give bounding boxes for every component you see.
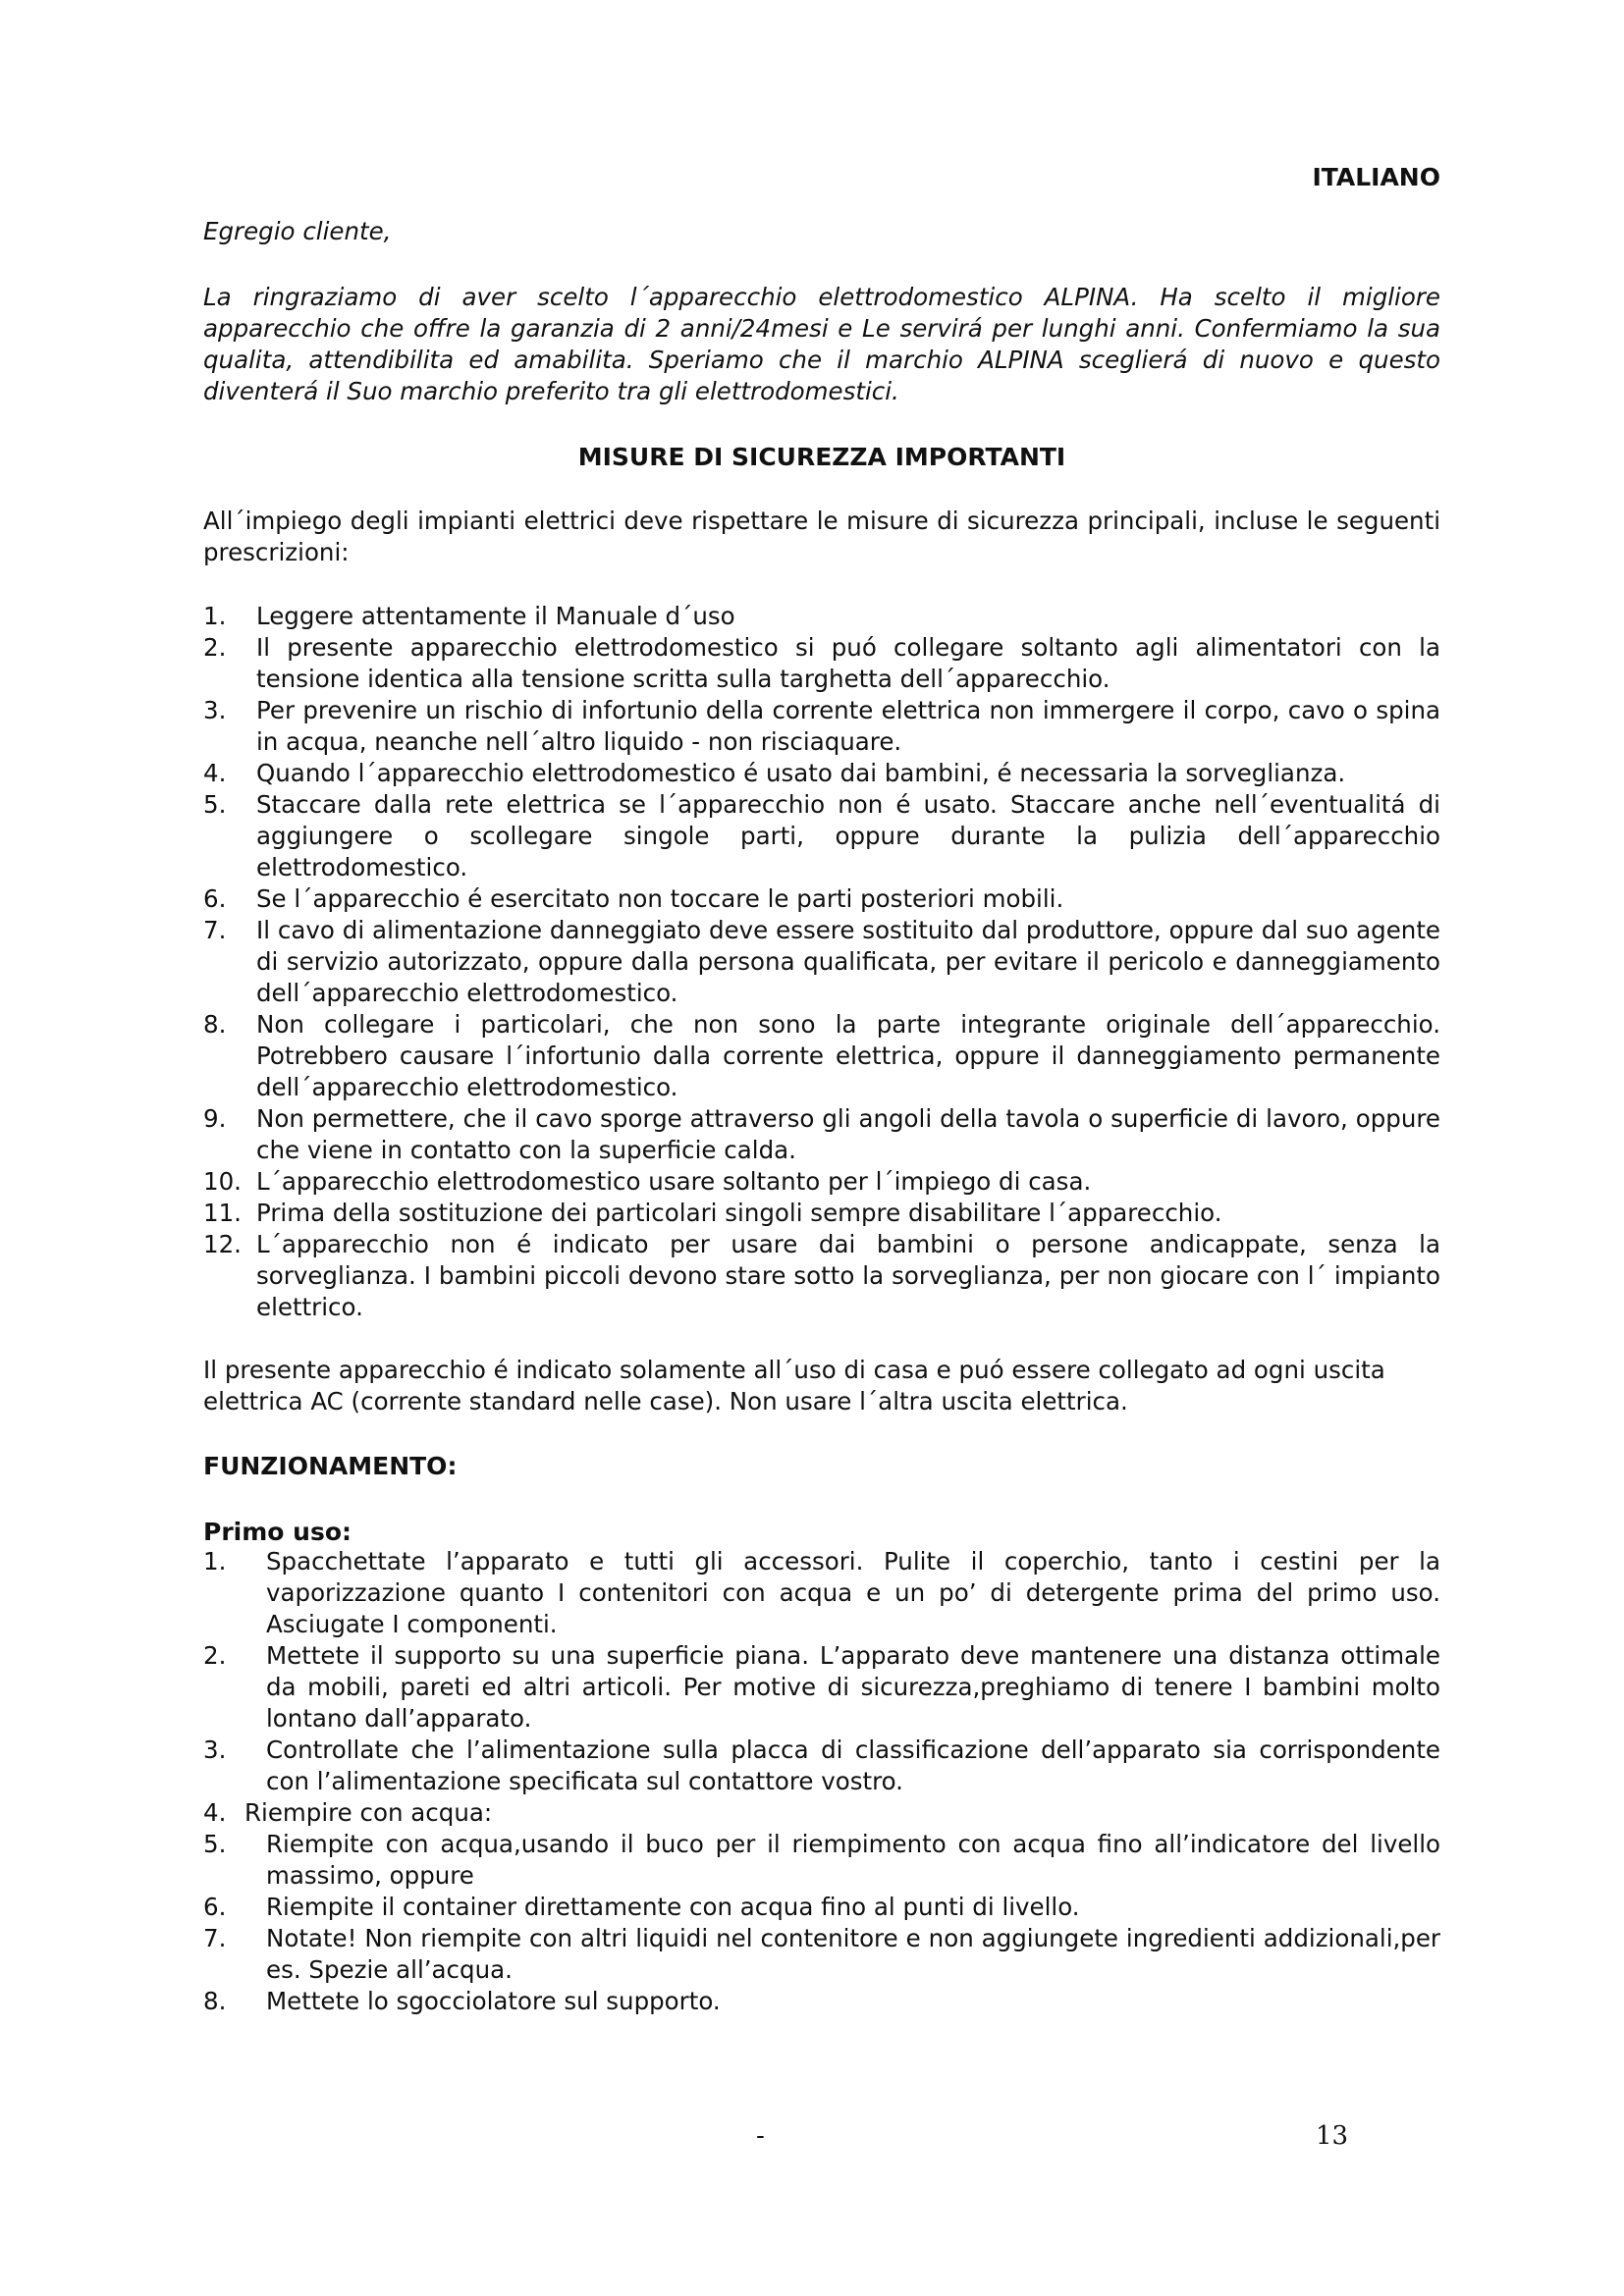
item-text: Non collegare i particolari, che non sono la parte integrante originale dell´apparecchio. Potrebbero causare l´infortunio dalla corrente elettrica, oppure il danneggiamento permanente dell´apparecchio elettrodomestico. [256, 1010, 1440, 1101]
language-heading: ITALIANO [1312, 163, 1440, 191]
item-number: 4. [203, 759, 227, 787]
item-number: 7. [203, 1924, 227, 1952]
list-item [203, 1103, 1440, 1166]
item-text: Non permettere, che il cavo sporge attraverso gli angoli della tavola o superficie di lavoro, oppure che viene in contatto con la superficie calda. [256, 1104, 1440, 1164]
item-text: L´apparecchio elettrodomestico usare soltanto per l´impiego di casa. [256, 1167, 1092, 1196]
footer-dash: - [756, 2121, 765, 2150]
item-number: 1. [203, 602, 227, 630]
list-item [203, 1829, 1440, 1892]
manual-page [203, 0, 1440, 2296]
list-item [203, 1797, 1440, 1829]
item-number: 6. [203, 884, 227, 913]
first-use-title: Primo uso: [203, 1518, 352, 1546]
item-text: Staccare dalla rete elettrica se l´apparecchio non é usato. Staccare anche nell´eventualitá di aggiungere o scollegare singole parti, oppure durante la pulizia dell´apparecchio elettrodomestico. [256, 790, 1440, 881]
item-number: 4. [203, 1798, 227, 1827]
item-text: Il cavo di alimentazione danneggiato deve essere sostituito dal produttore, oppure dal suo agente di servizio autorizzato, oppure dalla persona qualificata, per evitare il pericolo e danneggiamento dell´apparecchio elettrodomestico. [256, 916, 1440, 1007]
first-use-list [203, 1546, 1440, 2017]
item-number: 6. [203, 1893, 227, 1921]
list-item [203, 1229, 1440, 1323]
greeting: Egregio cliente, [203, 217, 392, 245]
item-number: 1. [203, 1547, 227, 1575]
item-number: 11. [203, 1199, 242, 1227]
item-text: Mettete lo sgocciolatore sul supporto. [266, 1987, 721, 2015]
intro-paragraph: La ringraziamo di aver scelto l´apparecchio elettrodomestico ALPINA. Ha scelto il migliore apparecchio che offre la garanzia di 2 anni/24mesi e Le servirá per lunghi anni. Confermiamo la sua qualita, attendibilita ed amabilita. Speriamo che il marchio ALPINA sceglierá di nuovo e questo diventerá il Suo marchio preferito tra gli elettrodomestici. [203, 283, 1440, 405]
item-text: Riempire con acqua: [244, 1798, 493, 1827]
list-item [203, 1923, 1440, 1986]
page-number: 13 [1316, 2121, 1349, 2151]
list-item [203, 1009, 1440, 1103]
item-number: 2. [203, 633, 227, 662]
list-item [203, 1986, 1440, 2017]
list-item [203, 695, 1440, 758]
safety-lead: All´impiego degli impianti elettrici deve rispettare le misure di sicurezza principali, incluse le seguenti prescrizioni: [203, 507, 1440, 566]
operation-title: FUNZIONAMENTO: [203, 1452, 458, 1480]
item-text: Riempite con acqua,usando il buco per il riempimento con acqua fino all’indicatore del livello massimo, oppure [266, 1830, 1440, 1890]
list-item [203, 1735, 1440, 1797]
item-number: 12. [203, 1230, 242, 1258]
item-text: Notate! Non riempite con altri liquidi nel contenitore e non aggiungete ingredienti addizionali,per es. Spezie all’acqua. [266, 1924, 1440, 1984]
list-item [203, 1166, 1440, 1198]
usage-note: Il presente apparecchio é indicato solamente all´uso di casa e puó essere collegato ad ogni uscita elettrica AC (corrente standard nelle case). Non usare l´altra uscita elettrica. [203, 1356, 1385, 1415]
list-item [203, 1640, 1440, 1735]
item-number: 10. [203, 1167, 242, 1196]
list-item [203, 632, 1440, 695]
safety-title: MISURE DI SICUREZZA IMPORTANTI [577, 443, 1066, 471]
item-text: Spacchettate l’apparato e tutti gli accessori. Pulite il coperchio, tanto i cestini per la vaporizzazione quanto I contenitori con acqua e un po’ di detergente prima del primo uso. Asciugate I componenti. [266, 1547, 1440, 1638]
list-item [203, 601, 1440, 632]
list-item [203, 758, 1440, 789]
item-number: 7. [203, 916, 227, 944]
list-item [203, 883, 1440, 915]
item-number: 5. [203, 1830, 227, 1858]
item-text: Per prevenire un rischio di infortunio della corrente elettrica non immergere il corpo, cavo o spina in acqua, neanche nell´altro liquido - non risciaquare. [256, 696, 1440, 756]
list-item [203, 789, 1440, 883]
item-number: 3. [203, 1735, 227, 1764]
item-text: Se l´apparecchio é esercitato non toccare le parti posteriori mobili. [256, 884, 1064, 913]
item-number: 8. [203, 1987, 227, 2015]
item-text: Prima della sostituzione dei particolari singoli sempre disabilitare l´apparecchio. [256, 1199, 1222, 1227]
item-text: Mettete il supporto su una superficie piana. L’apparato deve mantenere una distanza ottimale da mobili, pareti ed altri articoli. Per motive di sicurezza,preghiamo di tenere I bambini molto lontano dall’apparato. [266, 1641, 1440, 1733]
item-number: 5. [203, 790, 227, 819]
list-item [203, 1546, 1440, 1640]
item-number: 9. [203, 1104, 227, 1133]
item-text: Controllate che l’alimentazione sulla placca di classificazione dell’apparato sia corrispondente con l’alimentazione specificata sul contattore vostro. [266, 1735, 1440, 1795]
list-item [203, 1198, 1440, 1229]
item-number: 8. [203, 1010, 227, 1039]
item-number: 3. [203, 696, 227, 724]
item-text: L´apparecchio non é indicato per usare dai bambini o persone andicappate, senza la sorveglianza. I bambini piccoli devono stare sotto la sorveglianza, per non giocare con l´ impianto elettrico. [256, 1230, 1440, 1321]
item-number: 2. [203, 1641, 227, 1670]
item-text: Riempite il container direttamente con acqua fino al punti di livello. [266, 1893, 1080, 1921]
list-item [203, 915, 1440, 1009]
item-text: Quando l´apparecchio elettrodomestico é usato dai bambini, é necessaria la sorveglianza. [256, 759, 1346, 787]
safety-list [203, 601, 1440, 1323]
item-text: Leggere attentamente il Manuale d´uso [256, 602, 735, 630]
item-text: Il presente apparecchio elettrodomestico si puó collegare soltanto agli alimentatori con la tensione identica alla tensione scritta sulla targhetta dell´apparecchio. [256, 633, 1440, 693]
list-item [203, 1892, 1440, 1923]
